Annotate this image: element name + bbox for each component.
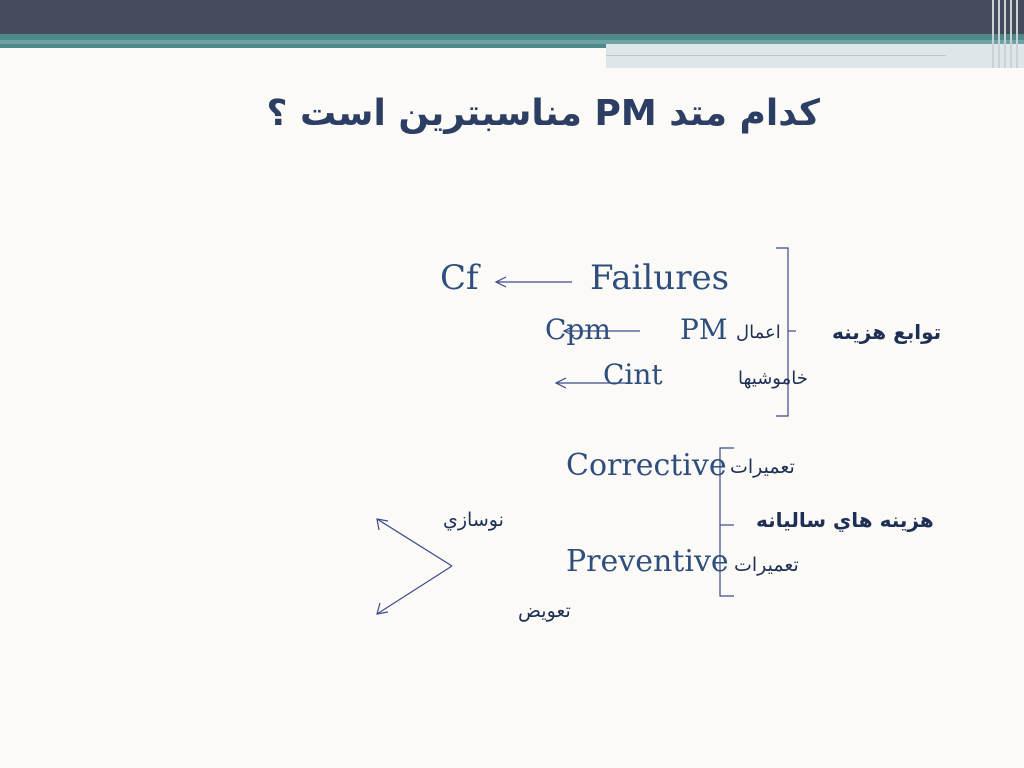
cpm-label: Cpm: [545, 313, 611, 346]
aamal-label: اعمال: [736, 322, 781, 343]
arrow-renovation: [377, 519, 452, 566]
corrective-label: Corrective: [566, 448, 727, 483]
repairs-label-2: تعميرات: [734, 554, 799, 576]
pm-label: PM: [680, 313, 728, 346]
shutdowns-label: خاموشيها: [738, 368, 808, 389]
preventive-label: Preventive: [566, 544, 729, 579]
cint-label: Cint: [603, 358, 663, 391]
arrow-replacement: [377, 566, 452, 614]
renovation-label: نوسازي: [443, 509, 504, 531]
annual-costs-label: هزينه هاي ساليانه: [756, 508, 934, 532]
cf-label: Cf: [440, 258, 479, 298]
repairs-label-1: تعميرات: [730, 456, 795, 478]
failures-label: Failures: [590, 258, 730, 298]
slide-title: كدام متد PM مناسبترين است ؟: [266, 93, 820, 134]
replacement-label: تعويض: [518, 600, 571, 622]
cost-functions-label: توابع هزينه: [832, 320, 942, 344]
